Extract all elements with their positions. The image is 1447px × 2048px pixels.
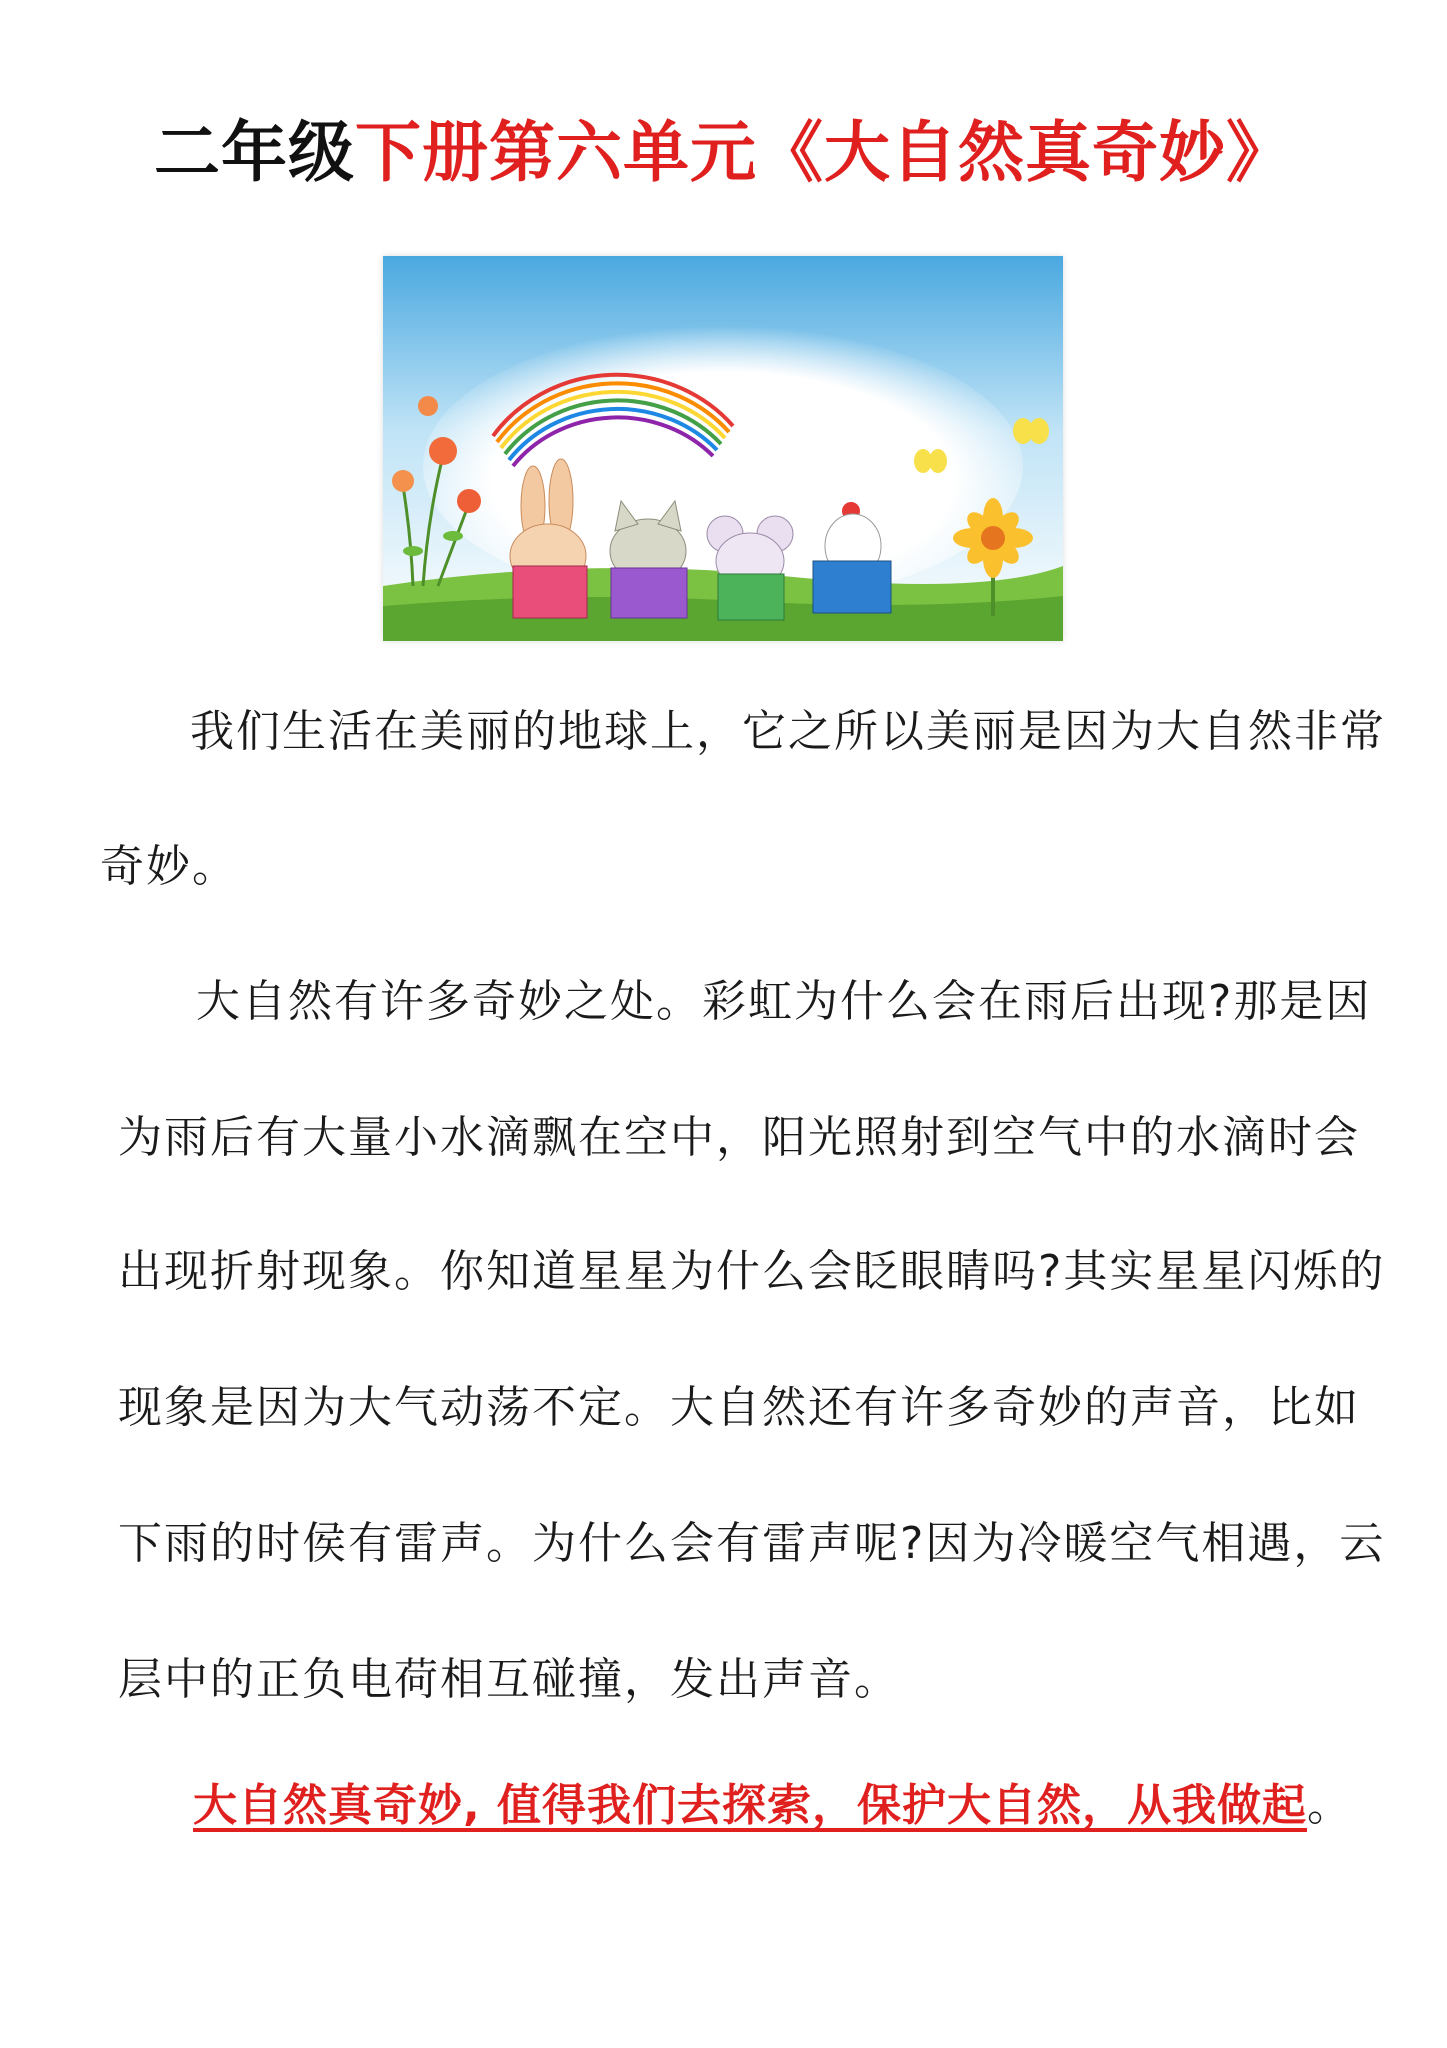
paragraph-2-line-6: 层中的正负电荷相互碰撞，发出声音。 (118, 1654, 900, 1705)
title-unit: 下册第六单元《大自然真奇妙》 (355, 114, 1293, 191)
title-grade: 二年级 (154, 114, 355, 191)
paragraph-2-line-5: 下雨的时侯有雷声。为什么会有雷声呢?因为冷暖空气相遇，云 (118, 1518, 1386, 1569)
page-title (0, 108, 1447, 198)
paragraph-1-line-1: 我们生活在美丽的地球上，它之所以美丽是因为大自然非常 (190, 706, 1386, 757)
paragraph-2-line-4: 现象是因为大气动荡不定。大自然还有许多奇妙的声音，比如 (118, 1382, 1360, 1433)
paragraph-2-line-3: 出现折射现象。你知道星星为什么会眨眼睛吗?其实星星闪烁的 (118, 1246, 1386, 1297)
conclusion-end-punct: 。 (1307, 1780, 1353, 1831)
paragraph-2-line-1: 大自然有许多奇妙之处。彩虹为什么会在雨后出现?那是因 (196, 976, 1372, 1027)
conclusion-text: 大自然真奇妙, 值得我们去探索，保护大自然，从我做起 (193, 1780, 1308, 1831)
conclusion-sentence (193, 1780, 1352, 1832)
paragraph-1-line-2: 奇妙。 (100, 841, 238, 892)
illustration-picture (383, 256, 1063, 641)
paragraph-2-line-2: 为雨后有大量小水滴飘在空中，阳光照射到空气中的水滴时会 (118, 1112, 1360, 1163)
